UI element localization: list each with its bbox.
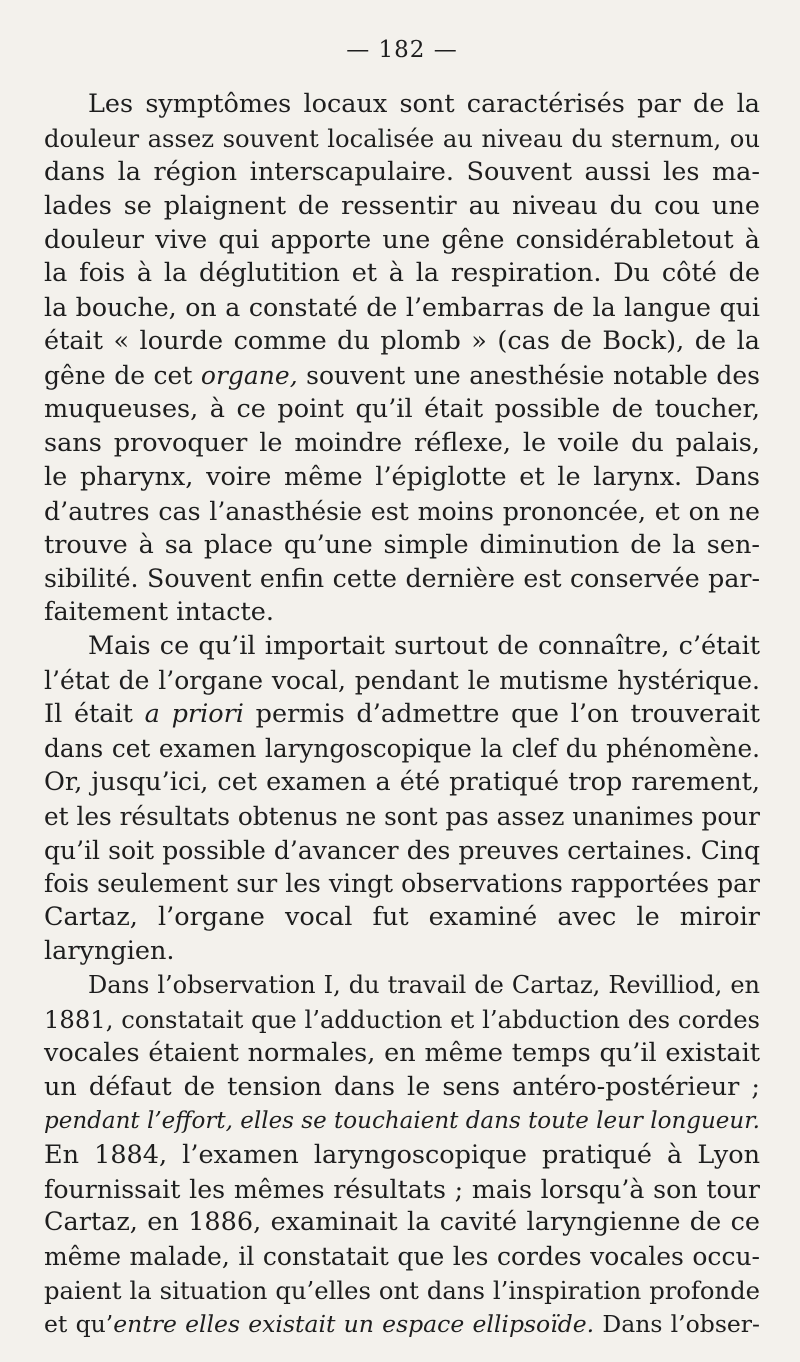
text-line [44,393,760,427]
text-line [44,1037,760,1071]
text-segment: Cartaz, en 1886, examinait la cavité laryngienne de ce [44,1207,760,1238]
body-text [44,88,760,1342]
text-line [44,562,760,596]
text-segment: qu’il soit possible d’avancer des preuves certaines. Cinq [44,835,760,865]
text-segment: un défaut de tension dans le sens antéro-postérieur ; [44,1071,760,1102]
text-segment: laryngien. [44,936,175,967]
page-number: — 182 — [346,37,458,63]
italic-text: pendant l’effort, elles se touchaient dans toute leur longueur. [44,1107,760,1134]
text-segment: le pharynx, voire même l’épiglotte et le larynx. Dans [44,461,760,492]
text-segment: douleur vive qui apporte une gêne considérabletout à [44,224,760,255]
text-segment: dans la région interscapulaire. Souvent aussi les ma- [44,156,760,187]
text-line [44,495,760,529]
text-segment: douleur assez souvent localisée au niveau du sternum, ou [44,123,760,153]
text-line [44,88,760,122]
text-segment: et qu’ [44,1310,114,1339]
text-line [44,1206,760,1240]
text-segment: Dans l’obser- [594,1310,760,1339]
text-line [44,122,760,156]
text-line [44,732,760,766]
text-segment: fois seulement sur les vingt observations rapportées par [44,869,760,899]
italic-text: organe, [200,361,298,391]
text-segment: faitement intacte. [44,597,274,628]
text-segment: Dans l’observation I, du travail de Cartaz, Revilliod, en [88,971,760,1000]
text-segment: gêne de cet [44,361,201,391]
text-line [44,935,760,969]
text-line [44,901,760,935]
text-segment: la bouche, on a constaté de l’embarras de la langue qui [44,293,760,323]
text-segment: dans cet examen laryngoscopique la clef du phénomène. [44,733,760,763]
text-segment: même malade, il constatait que les cordes vocales occu- [44,1242,760,1272]
text-line [44,257,760,291]
text-segment: la fois à la déglutition et à la respiration. Du côté de [44,258,760,289]
text-line [44,325,760,359]
text-segment: souvent une anesthésie notable des [297,361,760,391]
text-segment: sibilité. Souvent enfin cette dernière est conservée par- [44,564,760,594]
text-segment: Cartaz, l’organe vocal fut examiné avec le miroir [44,902,760,933]
text-line [44,1003,760,1037]
text-line [44,1308,760,1342]
text-line [44,190,760,224]
text-line [44,359,760,393]
text-line [44,867,760,901]
text-line [44,698,760,732]
text-line [44,427,760,461]
text-line [44,529,760,563]
text-line [44,1173,760,1207]
text-line [44,800,760,834]
text-line [44,596,760,630]
text-segment: d’autres cas l’anasthésie est moins prononcée, et on ne [44,496,760,526]
text-segment: permis d’admettre que l’on trouverait [243,699,761,730]
text-line [44,630,760,664]
text-line [44,664,760,698]
text-segment: était « lourde comme du plomb » (cas de Bock), de la [44,326,760,357]
text-segment: sans provoquer le moindre réflexe, le voile du palais, [44,427,760,458]
text-segment: Les symptômes locaux sont caractérisés par de la [88,89,760,119]
italic-text: entre elles existait un espace ellipsoïde. [113,1310,595,1339]
text-segment: En 1884, l’examen laryngoscopique pratiqué à Lyon [44,1139,760,1170]
text-segment: l’état de l’organe vocal, pendant le mutisme hystérique. [44,666,760,696]
text-segment: Il était [44,699,145,730]
text-line [44,1240,760,1274]
text-segment: paient la situation qu’elles ont dans l’inspiration profonde [44,1276,760,1306]
text-segment: vocales étaient normales, en même temps qu’il existait [44,1037,760,1068]
text-segment: et les résultats obtenus ne sont pas assez unanimes pour [44,801,761,831]
text-line [44,1139,760,1173]
text-line [44,969,760,1003]
text-line [44,834,760,868]
text-line [44,1071,760,1105]
text-line [44,461,760,495]
text-segment: muqueuses, à ce point qu’il était possible de toucher, [44,394,760,425]
text-line [44,291,760,325]
text-line [44,224,760,258]
text-line [44,156,760,190]
text-segment: Mais ce qu’il importait surtout de connaître, c’était [88,631,760,662]
text-line [44,1274,760,1308]
text-segment: fournissait les mêmes résultats ; mais lorsqu’à son tour [44,1174,760,1204]
italic-text: a priori [144,699,244,730]
text-line [44,766,760,800]
text-line [44,1105,760,1139]
text-segment: 1881, constatait que l’adduction et l’abduction des cordes [44,1005,760,1035]
text-segment: trouve à sa place qu’une simple diminution de la sen- [44,529,760,560]
text-segment: lades se plaignent de ressentir au niveau du cou une [44,190,760,221]
text-segment: Or, jusqu’ici, cet examen a été pratiqué trop rarement, [44,766,760,797]
